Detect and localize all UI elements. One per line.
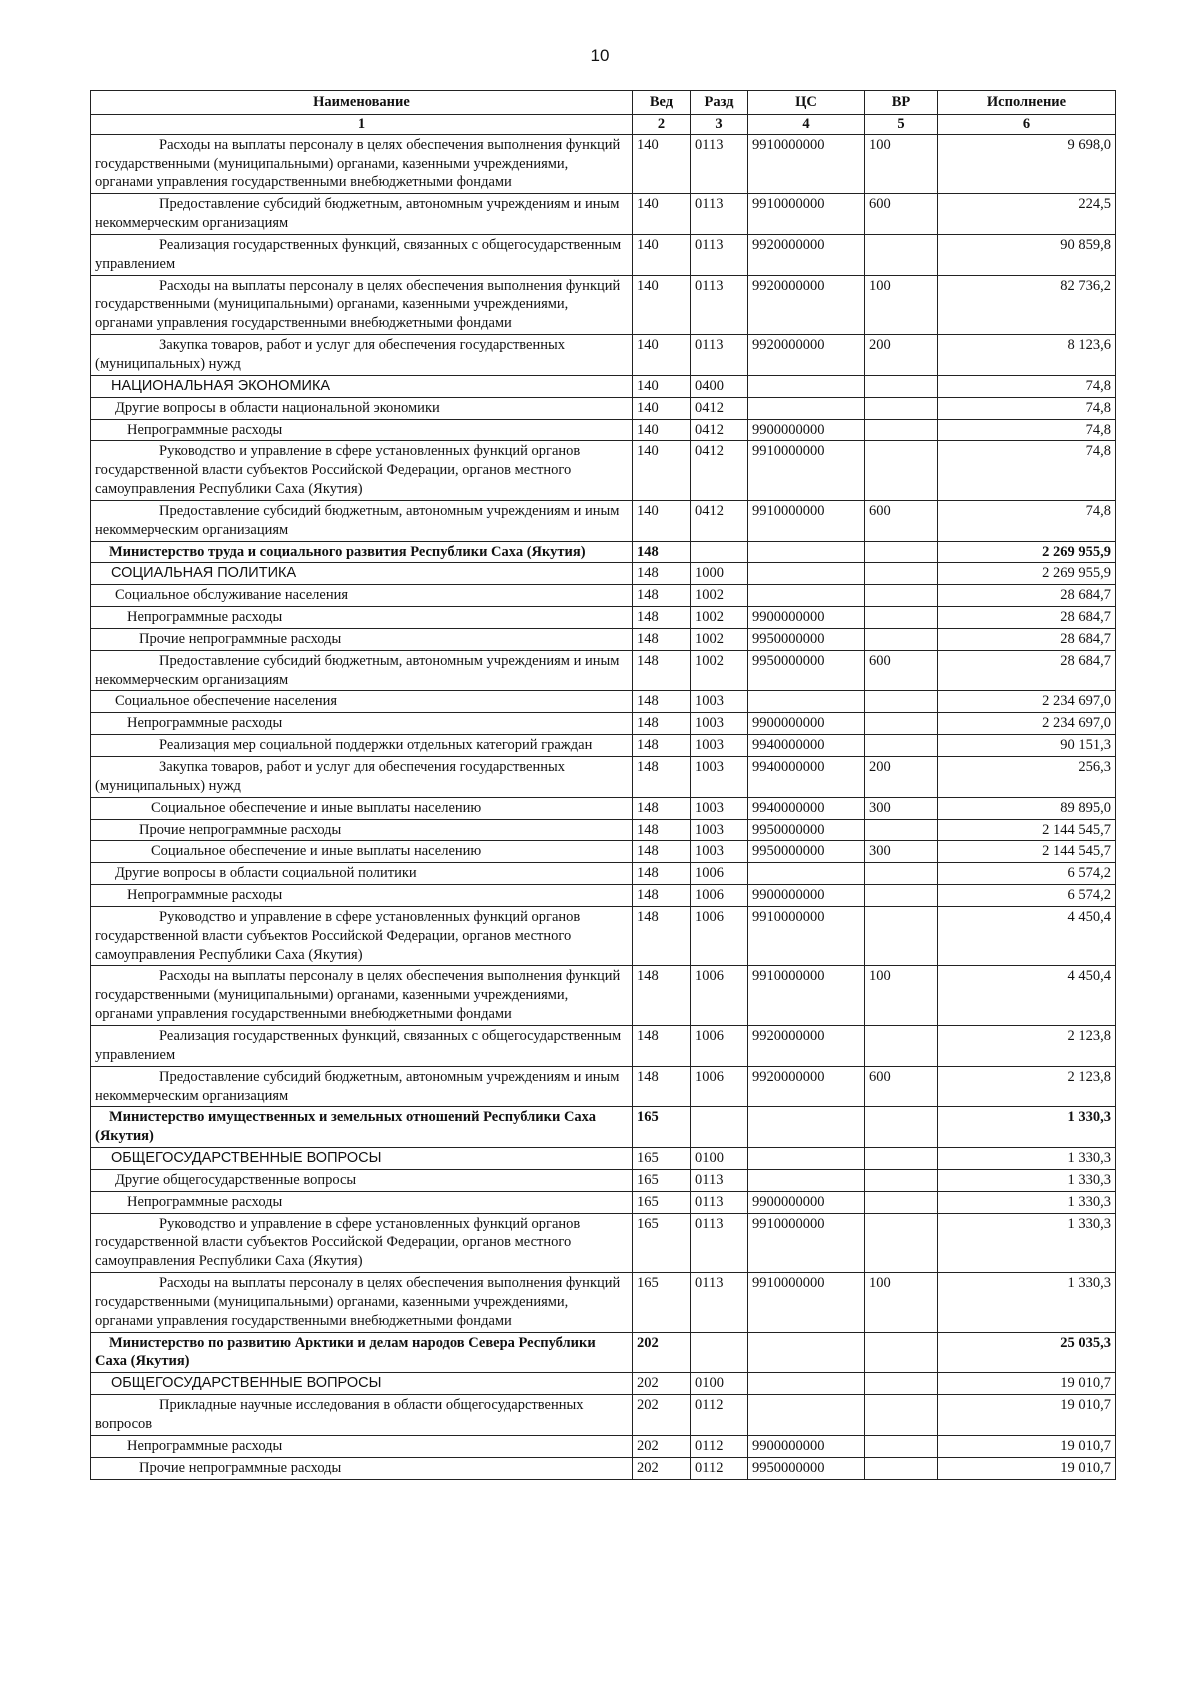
row-expense-type-code <box>865 1435 938 1457</box>
row-section-code: 1003 <box>691 797 748 819</box>
row-amount: 74,8 <box>938 375 1116 397</box>
column-header-amount: Исполнение <box>938 91 1116 115</box>
row-target-article-code: 9900000000 <box>748 713 865 735</box>
row-target-article-code <box>748 563 865 585</box>
row-ved-code: 140 <box>633 500 691 541</box>
row-section-code: 0113 <box>691 234 748 275</box>
table-row <box>91 863 1116 885</box>
row-name: Другие вопросы в области национальной экономики <box>91 397 633 419</box>
row-ved-code: 148 <box>633 1025 691 1066</box>
row-name: Непрограммные расходы <box>91 1191 633 1213</box>
row-target-article-code <box>748 1373 865 1395</box>
row-amount: 74,8 <box>938 441 1116 501</box>
row-amount: 28 684,7 <box>938 607 1116 629</box>
column-header-razd: Разд <box>691 91 748 115</box>
row-name: Министерство труда и социального развития Республики Саха (Якутия) <box>91 541 633 563</box>
column-header-cs: ЦС <box>748 91 865 115</box>
row-amount: 74,8 <box>938 397 1116 419</box>
table-header <box>91 91 1116 135</box>
row-expense-type-code <box>865 906 938 966</box>
row-ved-code: 140 <box>633 419 691 441</box>
row-expense-type-code <box>865 1148 938 1170</box>
table-row <box>91 335 1116 376</box>
row-expense-type-code <box>865 819 938 841</box>
row-ved-code: 165 <box>633 1107 691 1148</box>
row-section-code: 0412 <box>691 397 748 419</box>
row-amount: 1 330,3 <box>938 1191 1116 1213</box>
table-row <box>91 234 1116 275</box>
table-row <box>91 757 1116 798</box>
row-ved-code: 148 <box>633 735 691 757</box>
row-ved-code: 148 <box>633 757 691 798</box>
row-name: Непрограммные расходы <box>91 713 633 735</box>
row-name: Предоставление субсидий бюджетным, автономным учреждениям и иным некоммерческим организациям <box>91 1066 633 1107</box>
row-ved-code: 148 <box>633 650 691 691</box>
row-target-article-code: 9950000000 <box>748 650 865 691</box>
row-section-code: 1003 <box>691 841 748 863</box>
row-name: ОБЩЕГОСУДАРСТВЕННЫЕ ВОПРОСЫ <box>91 1373 633 1395</box>
row-section-code: 0112 <box>691 1435 748 1457</box>
row-expense-type-code: 200 <box>865 335 938 376</box>
row-amount: 2 269 955,9 <box>938 563 1116 585</box>
row-name: Закупка товаров, работ и услуг для обеспечения государственных (муниципальных) нужд <box>91 757 633 798</box>
row-section-code: 0100 <box>691 1148 748 1170</box>
row-target-article-code: 9900000000 <box>748 1191 865 1213</box>
row-amount: 19 010,7 <box>938 1435 1116 1457</box>
row-amount: 4 450,4 <box>938 966 1116 1026</box>
row-name: Прочие непрограммные расходы <box>91 819 633 841</box>
row-target-article-code: 9920000000 <box>748 1025 865 1066</box>
row-name: Реализация государственных функций, связанных с общегосударственным управлением <box>91 234 633 275</box>
row-section-code: 0113 <box>691 134 748 194</box>
row-amount: 19 010,7 <box>938 1457 1116 1479</box>
row-name: Предоставление субсидий бюджетным, автономным учреждениям и иным некоммерческим организациям <box>91 650 633 691</box>
table-row <box>91 134 1116 194</box>
row-amount: 4 450,4 <box>938 906 1116 966</box>
row-amount: 2 234 697,0 <box>938 691 1116 713</box>
row-target-article-code: 9900000000 <box>748 1435 865 1457</box>
row-target-article-code: 9900000000 <box>748 419 865 441</box>
row-target-article-code <box>748 863 865 885</box>
row-expense-type-code <box>865 713 938 735</box>
row-ved-code: 148 <box>633 628 691 650</box>
row-target-article-code: 9920000000 <box>748 234 865 275</box>
row-amount: 90 151,3 <box>938 735 1116 757</box>
row-target-article-code <box>748 397 865 419</box>
row-section-code: 0113 <box>691 335 748 376</box>
row-name: Расходы на выплаты персоналу в целях обеспечения выполнения функций государственными (муниципальными) органами, казенными учреждениями, органами управления государственными внебюджетными фондами <box>91 275 633 335</box>
row-ved-code: 140 <box>633 134 691 194</box>
row-name: Непрограммные расходы <box>91 1435 633 1457</box>
row-target-article-code <box>748 585 865 607</box>
table-row <box>91 1213 1116 1273</box>
row-ved-code: 165 <box>633 1213 691 1273</box>
row-amount: 89 895,0 <box>938 797 1116 819</box>
row-section-code: 1006 <box>691 1025 748 1066</box>
row-expense-type-code <box>865 1025 938 1066</box>
row-section-code: 1002 <box>691 607 748 629</box>
row-amount: 1 330,3 <box>938 1169 1116 1191</box>
row-ved-code: 148 <box>633 966 691 1026</box>
row-section-code: 0113 <box>691 194 748 235</box>
row-expense-type-code: 600 <box>865 650 938 691</box>
row-target-article-code: 9910000000 <box>748 906 865 966</box>
row-ved-code: 140 <box>633 275 691 335</box>
table-row <box>91 735 1116 757</box>
row-name: Другие вопросы в области социальной политики <box>91 863 633 885</box>
row-section-code: 0412 <box>691 419 748 441</box>
row-expense-type-code: 300 <box>865 797 938 819</box>
row-section-code: 1006 <box>691 863 748 885</box>
row-target-article-code <box>748 541 865 563</box>
row-ved-code: 140 <box>633 335 691 376</box>
column-number: 1 <box>91 114 633 134</box>
table-row <box>91 397 1116 419</box>
row-expense-type-code <box>865 1169 938 1191</box>
row-target-article-code: 9910000000 <box>748 134 865 194</box>
table-row <box>91 194 1116 235</box>
table-row <box>91 1025 1116 1066</box>
row-amount: 82 736,2 <box>938 275 1116 335</box>
column-number-row <box>91 114 1116 134</box>
row-ved-code: 140 <box>633 441 691 501</box>
column-number: 4 <box>748 114 865 134</box>
row-target-article-code: 9940000000 <box>748 757 865 798</box>
row-expense-type-code <box>865 1332 938 1373</box>
row-name: Другие общегосударственные вопросы <box>91 1169 633 1191</box>
table-row <box>91 1273 1116 1333</box>
row-expense-type-code: 600 <box>865 194 938 235</box>
row-ved-code: 140 <box>633 375 691 397</box>
row-target-article-code: 9950000000 <box>748 1457 865 1479</box>
row-expense-type-code <box>865 1457 938 1479</box>
row-expense-type-code <box>865 397 938 419</box>
row-section-code: 1006 <box>691 885 748 907</box>
row-expense-type-code <box>865 1213 938 1273</box>
table-row <box>91 819 1116 841</box>
row-name: НАЦИОНАЛЬНАЯ ЭКОНОМИКА <box>91 375 633 397</box>
row-target-article-code <box>748 1107 865 1148</box>
row-section-code: 0412 <box>691 500 748 541</box>
row-section-code: 1003 <box>691 713 748 735</box>
row-amount: 1 330,3 <box>938 1273 1116 1333</box>
row-target-article-code: 9910000000 <box>748 966 865 1026</box>
row-expense-type-code: 300 <box>865 841 938 863</box>
row-expense-type-code <box>865 234 938 275</box>
row-expense-type-code: 600 <box>865 500 938 541</box>
row-name: Прикладные научные исследования в области общегосударственных вопросов <box>91 1395 633 1436</box>
row-name: Руководство и управление в сфере установленных функций органов государственной власти субъектов Российской Федерации, органов местного самоуправления Республики Саха (Якутия) <box>91 441 633 501</box>
row-name: Непрограммные расходы <box>91 885 633 907</box>
row-ved-code: 202 <box>633 1332 691 1373</box>
table-row <box>91 841 1116 863</box>
row-section-code: 1002 <box>691 628 748 650</box>
row-target-article-code: 9910000000 <box>748 1213 865 1273</box>
row-ved-code: 148 <box>633 841 691 863</box>
row-expense-type-code <box>865 1107 938 1148</box>
row-ved-code: 165 <box>633 1148 691 1170</box>
table-row <box>91 500 1116 541</box>
row-amount: 2 123,8 <box>938 1066 1116 1107</box>
row-expense-type-code <box>865 691 938 713</box>
row-target-article-code <box>748 1148 865 1170</box>
row-section-code: 0113 <box>691 1213 748 1273</box>
row-amount: 224,5 <box>938 194 1116 235</box>
row-expense-type-code <box>865 585 938 607</box>
row-name: Предоставление субсидий бюджетным, автономным учреждениям и иным некоммерческим организациям <box>91 194 633 235</box>
row-expense-type-code <box>865 735 938 757</box>
row-section-code: 0112 <box>691 1457 748 1479</box>
row-ved-code: 148 <box>633 713 691 735</box>
row-amount: 2 144 545,7 <box>938 819 1116 841</box>
row-amount: 2 269 955,9 <box>938 541 1116 563</box>
table-row <box>91 1169 1116 1191</box>
row-amount: 74,8 <box>938 419 1116 441</box>
row-expense-type-code <box>865 1191 938 1213</box>
row-ved-code: 148 <box>633 541 691 563</box>
row-expense-type-code: 100 <box>865 966 938 1026</box>
row-expense-type-code <box>865 1395 938 1436</box>
row-target-article-code: 9940000000 <box>748 797 865 819</box>
row-name: Непрограммные расходы <box>91 607 633 629</box>
row-ved-code: 148 <box>633 819 691 841</box>
row-name: Министерство имущественных и земельных отношений Республики Саха (Якутия) <box>91 1107 633 1148</box>
row-amount: 8 123,6 <box>938 335 1116 376</box>
row-ved-code: 165 <box>633 1169 691 1191</box>
row-name: Руководство и управление в сфере установленных функций органов государственной власти субъектов Российской Федерации, органов местного самоуправления Республики Саха (Якутия) <box>91 1213 633 1273</box>
row-target-article-code: 9950000000 <box>748 841 865 863</box>
header-row <box>91 91 1116 115</box>
table-row <box>91 275 1116 335</box>
column-number: 3 <box>691 114 748 134</box>
table-row <box>91 628 1116 650</box>
row-name: СОЦИАЛЬНАЯ ПОЛИТИКА <box>91 563 633 585</box>
row-ved-code: 148 <box>633 1066 691 1107</box>
row-amount: 28 684,7 <box>938 628 1116 650</box>
row-target-article-code: 9910000000 <box>748 441 865 501</box>
row-target-article-code: 9940000000 <box>748 735 865 757</box>
row-ved-code: 148 <box>633 585 691 607</box>
row-section-code: 1002 <box>691 650 748 691</box>
row-ved-code: 148 <box>633 563 691 585</box>
row-expense-type-code: 100 <box>865 1273 938 1333</box>
row-expense-type-code: 100 <box>865 275 938 335</box>
row-section-code: 0113 <box>691 1273 748 1333</box>
row-section-code: 0113 <box>691 1169 748 1191</box>
column-header-name: Наименование <box>91 91 633 115</box>
row-amount: 256,3 <box>938 757 1116 798</box>
column-header-ved: Вед <box>633 91 691 115</box>
row-name: Социальное обеспечение и иные выплаты населению <box>91 841 633 863</box>
row-section-code: 1003 <box>691 691 748 713</box>
row-name: ОБЩЕГОСУДАРСТВЕННЫЕ ВОПРОСЫ <box>91 1148 633 1170</box>
row-name: Расходы на выплаты персоналу в целях обеспечения выполнения функций государственными (муниципальными) органами, казенными учреждениями, органами управления государственными внебюджетными фондами <box>91 966 633 1026</box>
column-number: 6 <box>938 114 1116 134</box>
row-expense-type-code: 100 <box>865 134 938 194</box>
table-row <box>91 1066 1116 1107</box>
row-ved-code: 140 <box>633 397 691 419</box>
row-name: Руководство и управление в сфере установленных функций органов государственной власти субъектов Российской Федерации, органов местного самоуправления Республики Саха (Якутия) <box>91 906 633 966</box>
table-row <box>91 1435 1116 1457</box>
row-target-article-code: 9910000000 <box>748 194 865 235</box>
table-row <box>91 650 1116 691</box>
row-name: Реализация государственных функций, связанных с общегосударственным управлением <box>91 1025 633 1066</box>
row-section-code: 0112 <box>691 1395 748 1436</box>
table-row <box>91 441 1116 501</box>
row-name: Социальное обеспечение и иные выплаты населению <box>91 797 633 819</box>
row-amount: 28 684,7 <box>938 650 1116 691</box>
row-ved-code: 165 <box>633 1273 691 1333</box>
row-expense-type-code <box>865 628 938 650</box>
column-header-vr: ВР <box>865 91 938 115</box>
table-row <box>91 797 1116 819</box>
budget-execution-table <box>90 90 1116 1480</box>
row-amount: 1 330,3 <box>938 1107 1116 1148</box>
row-section-code: 1003 <box>691 819 748 841</box>
row-ved-code: 148 <box>633 906 691 966</box>
column-number: 2 <box>633 114 691 134</box>
row-amount: 90 859,8 <box>938 234 1116 275</box>
row-expense-type-code <box>865 441 938 501</box>
row-expense-type-code: 600 <box>865 1066 938 1107</box>
row-amount: 9 698,0 <box>938 134 1116 194</box>
row-amount: 19 010,7 <box>938 1395 1116 1436</box>
row-target-article-code: 9900000000 <box>748 885 865 907</box>
row-target-article-code: 9920000000 <box>748 275 865 335</box>
row-target-article-code: 9910000000 <box>748 1273 865 1333</box>
row-expense-type-code <box>865 885 938 907</box>
row-name: Непрограммные расходы <box>91 419 633 441</box>
table-row <box>91 585 1116 607</box>
table-row <box>91 713 1116 735</box>
row-section-code: 1006 <box>691 906 748 966</box>
row-name: Расходы на выплаты персоналу в целях обеспечения выполнения функций государственными (муниципальными) органами, казенными учреждениями, органами управления государственными внебюджетными фондами <box>91 134 633 194</box>
row-target-article-code: 9950000000 <box>748 628 865 650</box>
table-row <box>91 906 1116 966</box>
row-ved-code: 148 <box>633 691 691 713</box>
row-ved-code: 202 <box>633 1395 691 1436</box>
row-expense-type-code <box>865 607 938 629</box>
table-row <box>91 1191 1116 1213</box>
row-ved-code: 202 <box>633 1435 691 1457</box>
row-amount: 19 010,7 <box>938 1373 1116 1395</box>
row-target-article-code <box>748 375 865 397</box>
table-row <box>91 607 1116 629</box>
row-target-article-code: 9950000000 <box>748 819 865 841</box>
row-name: Реализация мер социальной поддержки отдельных категорий граждан <box>91 735 633 757</box>
row-target-article-code: 9920000000 <box>748 335 865 376</box>
row-section-code: 1003 <box>691 757 748 798</box>
row-section-code: 1003 <box>691 735 748 757</box>
column-number: 5 <box>865 114 938 134</box>
row-expense-type-code <box>865 563 938 585</box>
row-section-code: 0113 <box>691 275 748 335</box>
row-name: Прочие непрограммные расходы <box>91 1457 633 1479</box>
table-row <box>91 885 1116 907</box>
row-name: Расходы на выплаты персоналу в целях обеспечения выполнения функций государственными (муниципальными) органами, казенными учреждениями, органами управления государственными внебюджетными фондами <box>91 1273 633 1333</box>
row-ved-code: 140 <box>633 194 691 235</box>
row-ved-code: 165 <box>633 1191 691 1213</box>
page-number: 10 <box>590 46 610 65</box>
row-section-code: 1006 <box>691 966 748 1026</box>
row-ved-code: 202 <box>633 1457 691 1479</box>
row-section-code: 0412 <box>691 441 748 501</box>
row-target-article-code: 9920000000 <box>748 1066 865 1107</box>
row-target-article-code: 9900000000 <box>748 607 865 629</box>
row-amount: 2 123,8 <box>938 1025 1116 1066</box>
row-section-code: 1000 <box>691 563 748 585</box>
row-target-article-code <box>748 1332 865 1373</box>
row-name: Социальное обслуживание населения <box>91 585 633 607</box>
row-expense-type-code <box>865 1373 938 1395</box>
table-row <box>91 1457 1116 1479</box>
row-amount: 2 234 697,0 <box>938 713 1116 735</box>
table-row <box>91 419 1116 441</box>
row-section-code: 0100 <box>691 1373 748 1395</box>
table-body <box>91 134 1116 1479</box>
row-expense-type-code <box>865 375 938 397</box>
table-row <box>91 966 1116 1026</box>
row-amount: 1 330,3 <box>938 1213 1116 1273</box>
ministry-row <box>91 541 1116 563</box>
row-amount: 2 144 545,7 <box>938 841 1116 863</box>
row-section-code <box>691 1107 748 1148</box>
table-row <box>91 1148 1116 1170</box>
row-section-code: 0113 <box>691 1191 748 1213</box>
row-amount: 25 035,3 <box>938 1332 1116 1373</box>
row-section-code: 0400 <box>691 375 748 397</box>
row-name: Министерство по развитию Арктики и делам народов Севера Республики Саха (Якутия) <box>91 1332 633 1373</box>
row-section-code <box>691 541 748 563</box>
row-amount: 6 574,2 <box>938 885 1116 907</box>
row-expense-type-code <box>865 541 938 563</box>
table-row <box>91 563 1116 585</box>
row-ved-code: 148 <box>633 607 691 629</box>
row-section-code: 1002 <box>691 585 748 607</box>
ministry-row <box>91 1107 1116 1148</box>
table-row <box>91 1373 1116 1395</box>
row-ved-code: 148 <box>633 885 691 907</box>
row-ved-code: 202 <box>633 1373 691 1395</box>
row-name: Социальное обеспечение населения <box>91 691 633 713</box>
row-amount: 1 330,3 <box>938 1148 1116 1170</box>
row-expense-type-code: 200 <box>865 757 938 798</box>
row-expense-type-code <box>865 419 938 441</box>
row-target-article-code <box>748 1395 865 1436</box>
row-target-article-code <box>748 691 865 713</box>
row-section-code <box>691 1332 748 1373</box>
row-expense-type-code <box>865 863 938 885</box>
row-amount: 74,8 <box>938 500 1116 541</box>
row-name: Закупка товаров, работ и услуг для обеспечения государственных (муниципальных) нужд <box>91 335 633 376</box>
row-ved-code: 148 <box>633 863 691 885</box>
table-row <box>91 375 1116 397</box>
row-amount: 6 574,2 <box>938 863 1116 885</box>
row-section-code: 1006 <box>691 1066 748 1107</box>
row-target-article-code <box>748 1169 865 1191</box>
row-name: Предоставление субсидий бюджетным, автономным учреждениям и иным некоммерческим организациям <box>91 500 633 541</box>
table-row <box>91 691 1116 713</box>
ministry-row <box>91 1332 1116 1373</box>
row-name: Прочие непрограммные расходы <box>91 628 633 650</box>
table-row <box>91 1395 1116 1436</box>
row-ved-code: 148 <box>633 797 691 819</box>
row-target-article-code: 9910000000 <box>748 500 865 541</box>
row-amount: 28 684,7 <box>938 585 1116 607</box>
row-ved-code: 140 <box>633 234 691 275</box>
